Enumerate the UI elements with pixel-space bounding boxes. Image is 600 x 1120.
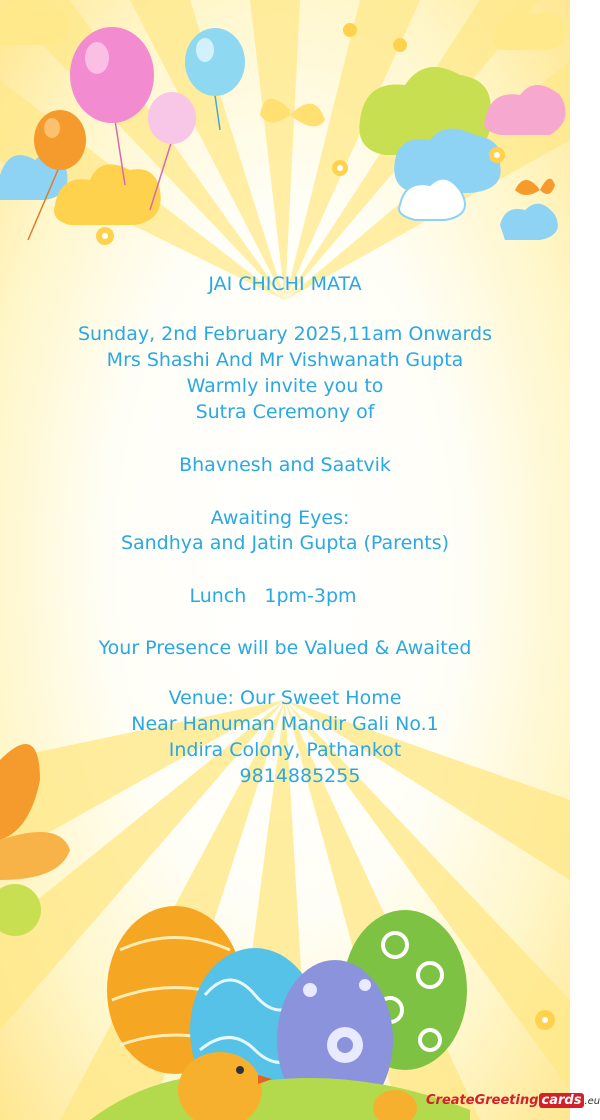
- logo-text-part2: cards: [539, 1093, 585, 1108]
- address-line-1: Near Hanuman Mandir Gali No.1: [131, 713, 439, 735]
- awaiting-label: Awaiting Eyes:: [210, 507, 350, 529]
- hosts-line: Mrs Shashi And Mr Vishwanath Gupta: [106, 349, 464, 371]
- venue-line: Venue: Our Sweet Home: [168, 687, 402, 709]
- honorees-line: Bhavnesh and Saatvik: [179, 454, 391, 476]
- lunch-timing: Lunch 1pm-3pm: [189, 585, 357, 607]
- site-logo[interactable]: [424, 1090, 600, 1116]
- address-line-2: Indira Colony, Pathankot: [168, 739, 402, 761]
- logo-text-part1: CreateGreeting: [426, 1093, 539, 1108]
- invitation-heading: JAI CHICHI MATA: [208, 273, 362, 295]
- logo-text-part3: .eu: [584, 1096, 600, 1107]
- ceremony-line: Sutra Ceremony of: [195, 401, 375, 423]
- invite-line: Warmly invite you to: [186, 375, 384, 397]
- event-date-time: Sunday, 2nd February 2025,11am Onwards: [77, 323, 492, 345]
- presence-line: Your Presence will be Valued & Awaited: [98, 637, 472, 659]
- awaiting-names: Sandhya and Jatin Gupta (Parents): [120, 532, 450, 554]
- phone-number: 9814885255: [239, 765, 361, 787]
